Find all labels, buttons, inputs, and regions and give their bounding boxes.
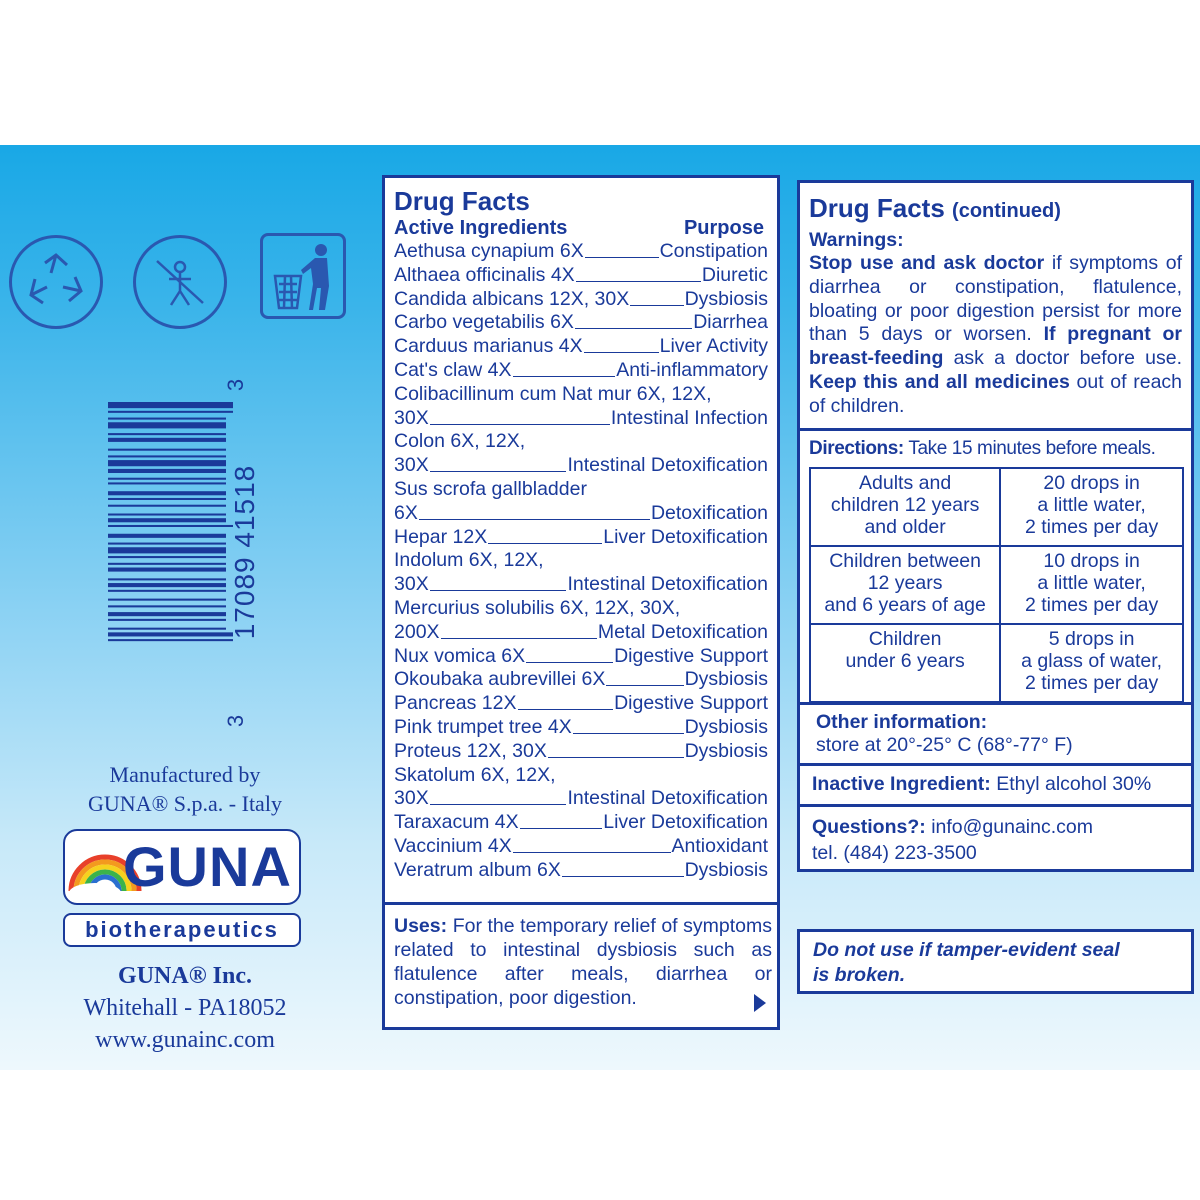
barcode-bar xyxy=(108,628,226,630)
barcode-bar xyxy=(108,547,226,553)
ingredient-name: Cat's claw 4X xyxy=(394,358,512,381)
uses-divider xyxy=(385,902,777,905)
barcode-bar xyxy=(108,578,226,580)
ingredients-list xyxy=(394,240,768,883)
directions-dose-cell xyxy=(1000,468,1183,546)
directions-cell-line: a glass of water, xyxy=(1021,650,1163,672)
barcode-bar xyxy=(108,433,226,435)
company-name: GUNA® Inc. xyxy=(118,963,252,989)
ingredient-purpose: Anti-inflammatory xyxy=(616,358,768,381)
directions-cell-line: Children between xyxy=(829,550,981,572)
manufacturer-origin: GUNA® S.p.a. - Italy xyxy=(88,791,282,816)
leader-line xyxy=(520,811,603,829)
continued-title-main: Drug Facts xyxy=(809,193,945,223)
ingredient-name: 200X xyxy=(394,620,440,643)
ingredient-name-line: Indolum 6X, 12X, xyxy=(394,549,544,572)
ingredient-name: Carduus marianus 4X xyxy=(394,335,583,358)
ingredient-row xyxy=(394,526,768,550)
ingredient-purpose: Diarrhea xyxy=(693,311,768,334)
ingredient-name: Pancreas 12X xyxy=(394,692,517,715)
purpose-header: Purpose xyxy=(683,217,764,239)
directions-row xyxy=(810,624,1183,702)
ingredient-row xyxy=(394,668,768,692)
ingredient-purpose: Antioxidant xyxy=(671,834,768,857)
ingredient-name: 30X xyxy=(394,406,429,429)
directions-cell-line: Children xyxy=(868,628,942,650)
ingredient-purpose: Metal Detoxification xyxy=(597,620,768,643)
warnings-text xyxy=(809,252,1182,419)
seal-warning-text xyxy=(813,938,1120,988)
barcode-bar xyxy=(108,556,226,558)
ingredient-purpose: Digestive Support xyxy=(614,644,768,667)
ingredient-name: Aethusa cynapium 6X xyxy=(394,240,584,262)
barcode-bar xyxy=(108,478,226,480)
ingredient-name-line: Mercurius solubilis 6X, 12X, 30X, xyxy=(394,596,681,619)
company-website[interactable]: www.gunainc.com xyxy=(95,1027,275,1053)
inactive-label: Inactive Ingredient: xyxy=(812,773,991,795)
manufacturer-info xyxy=(60,760,310,818)
barcode-bar xyxy=(108,505,226,507)
barcode-bar xyxy=(108,639,233,641)
other-divider xyxy=(800,702,1191,705)
barcode-bar xyxy=(108,411,233,413)
leader-line xyxy=(573,716,684,734)
ingredient-row xyxy=(394,573,768,597)
ingredient-purpose: Liver Activity xyxy=(659,335,768,358)
leader-line xyxy=(562,859,684,877)
ingredient-name-line: Colibacillinum cum Nat mur 6X, 12X, xyxy=(394,382,712,405)
barcode-bar xyxy=(108,422,226,428)
ingredient-row xyxy=(394,264,768,288)
ingredient-name: Pink trumpet tree 4X xyxy=(394,715,572,738)
barcode-bar xyxy=(108,543,226,545)
barcode-top-digit: 3 xyxy=(223,378,249,392)
barcode-bar xyxy=(108,612,226,616)
ingredient-name: 6X xyxy=(394,501,418,524)
manufactured-by: Manufactured by xyxy=(109,762,261,787)
leader-line xyxy=(441,621,597,639)
guna-logo xyxy=(63,829,301,905)
ingredient-row xyxy=(394,692,768,716)
barcode xyxy=(108,402,233,698)
barcode-bar xyxy=(108,583,226,587)
seal-line-1: Do not use if tamper-evident seal xyxy=(813,939,1120,961)
drug-facts-title: Drug Facts xyxy=(394,186,530,216)
ingredient-row xyxy=(394,240,768,264)
barcode-bar xyxy=(108,460,226,466)
barcode-bar xyxy=(108,455,226,457)
ingredient-name-line: Skatolum 6X, 12X, xyxy=(394,763,556,786)
drug-facts-panel xyxy=(382,175,780,1030)
ingredient-purpose: Intestinal Detoxification xyxy=(567,454,768,477)
ingredient-row xyxy=(394,502,768,526)
directions-cell-line: 10 drops in xyxy=(1043,550,1140,572)
ingredient-row xyxy=(394,811,768,835)
barcode-bar xyxy=(108,449,226,451)
ingredient-purpose: Constipation xyxy=(659,240,768,262)
ingredient-name: 30X xyxy=(394,573,429,596)
ingredient-row xyxy=(394,311,768,335)
ingredient-name-line: Colon 6X, 12X, xyxy=(394,430,526,453)
directions-cell-line: and older xyxy=(864,516,946,538)
directions-text: Take 15 minutes before meals. xyxy=(908,438,1156,459)
directions-row xyxy=(810,468,1183,546)
ingredient-purpose: Digestive Support xyxy=(614,692,768,715)
directions-cell-line: 5 drops in xyxy=(1048,628,1135,650)
questions-divider xyxy=(800,804,1191,807)
ingredient-purpose: Dysbiosis xyxy=(684,668,768,691)
barcode-bar xyxy=(108,498,226,500)
pregnant-bold: If pregnant or breast-feeding xyxy=(809,323,1182,370)
directions-divider xyxy=(800,428,1191,431)
ingredient-name: Hepar 12X xyxy=(394,525,488,548)
uses-text: For the temporary relief of symptoms related to intestinal dysbiosis such as flatulence after meals, diarrhea or constipation, poor digestion. xyxy=(394,915,772,1009)
directions-cell-line: 2 times per day xyxy=(1024,672,1159,694)
company-address xyxy=(60,960,310,1056)
ingredient-name: Nux vomica 6X xyxy=(394,644,526,667)
barcode-bar xyxy=(108,525,233,527)
barcode-bar xyxy=(108,469,226,473)
leader-line xyxy=(606,668,683,686)
directions-cell-line: a little water, xyxy=(1037,572,1146,594)
ingredient-purpose: Intestinal Detoxification xyxy=(567,787,768,810)
ingredient-name: 30X xyxy=(394,454,429,477)
barcode-bar xyxy=(108,402,233,408)
ingredient-purpose: Diuretic xyxy=(701,263,768,286)
logo-tagline: biotherapeutics xyxy=(85,917,279,942)
directions-age-cell xyxy=(810,468,1000,546)
logo-tagline-box xyxy=(63,913,301,947)
barcode-bar xyxy=(108,514,226,516)
ingredient-purpose: Dysbiosis xyxy=(684,287,768,310)
leader-line xyxy=(575,311,692,329)
ingredient-row xyxy=(394,859,768,883)
seal-warning-box xyxy=(797,929,1194,994)
directions-age-cell xyxy=(810,546,1000,624)
questions-section xyxy=(812,814,1093,866)
directions-label: Directions: xyxy=(809,438,904,459)
continued-title-suffix: (continued) xyxy=(952,200,1061,222)
inactive-section xyxy=(812,772,1151,796)
leader-line xyxy=(430,407,610,425)
ingredient-row xyxy=(394,740,768,764)
directions-dose-cell xyxy=(1000,546,1183,624)
ingredient-purpose: Liver Detoxification xyxy=(603,525,768,548)
leader-line xyxy=(526,645,613,663)
warnings-label: Warnings: xyxy=(809,229,904,251)
ingredient-name: Althaea officinalis 4X xyxy=(394,263,575,286)
directions-dose-cell xyxy=(1000,624,1183,702)
leader-line xyxy=(430,454,567,472)
ingredient-name: Veratrum album 6X xyxy=(394,858,561,881)
ingredient-name: Okoubaka aubrevillei 6X xyxy=(394,668,606,691)
directions-cell-line: and 6 years of age xyxy=(824,594,986,616)
ingredient-purpose: Dysbiosis xyxy=(684,739,768,762)
leader-line xyxy=(576,264,701,282)
directions-cell-line: children 12 years xyxy=(830,494,980,516)
leader-line xyxy=(584,335,659,353)
barcode-bar xyxy=(108,518,226,522)
directions-cell-line: under 6 years xyxy=(845,650,965,672)
questions-email[interactable]: info@gunainc.com xyxy=(931,816,1093,838)
trash-bin-icon xyxy=(260,233,346,319)
other-info-text: store at 20°-25° C (68°-77° F) xyxy=(816,734,1073,756)
barcode-bar xyxy=(108,632,233,636)
leader-line xyxy=(630,288,683,306)
barcode-bar xyxy=(108,418,226,420)
ingredient-purpose: Intestinal Detoxification xyxy=(567,573,768,596)
inactive-text: Ethyl alcohol 30% xyxy=(996,773,1152,795)
barcode-bar xyxy=(108,605,226,607)
ingredient-name-line: Sus scrofa gallbladder xyxy=(394,477,587,500)
ingredient-row xyxy=(394,288,768,312)
ingredient-name: 30X xyxy=(394,787,429,810)
barcode-bar xyxy=(108,534,226,538)
inactive-divider xyxy=(800,763,1191,766)
directions-age-cell xyxy=(810,624,1000,702)
continued-title xyxy=(809,191,1182,228)
ingredient-row xyxy=(394,645,768,669)
barcode-bottom-digit: 3 xyxy=(223,714,249,728)
ingredient-name: Carbo vegetabilis 6X xyxy=(394,311,574,334)
directions-cell-line: 12 years xyxy=(867,572,943,594)
ingredients-header xyxy=(394,216,768,240)
leader-line xyxy=(488,526,602,544)
pregnant-text: ask a doctor before use. xyxy=(953,347,1182,370)
do-not-litter-icon xyxy=(133,235,227,329)
leader-line xyxy=(513,835,671,853)
ingredient-row xyxy=(394,787,768,811)
directions-line xyxy=(809,437,1189,461)
ingredient-row xyxy=(394,716,768,740)
questions-phone: tel. (484) 223-3500 xyxy=(812,842,977,864)
uses-section xyxy=(394,914,772,1010)
ingredient-row xyxy=(394,359,768,383)
drug-facts-continued-panel xyxy=(797,180,1194,872)
directions-table xyxy=(809,467,1184,703)
directions-cell-line: 2 times per day xyxy=(1024,516,1159,538)
ingredient-name: Taraxacum 4X xyxy=(394,811,519,834)
ingredient-name: Vaccinium 4X xyxy=(394,834,512,857)
questions-label: Questions?: xyxy=(812,816,926,838)
directions-cell-line: 2 times per day xyxy=(1024,594,1159,616)
company-city: Whitehall - PA18052 xyxy=(83,995,287,1021)
logo-text: GUNA xyxy=(123,835,292,898)
ingredient-name: Candida albicans 12X, 30X xyxy=(394,287,630,310)
ingredient-name: Proteus 12X, 30X xyxy=(394,739,547,762)
stop-use-text: if symptoms of diarrhea or constipation, flatulence, bloating or poor digestion persist for more than 5 days or worsen. xyxy=(809,252,1182,346)
active-ingredients-header: Active Ingredients xyxy=(394,217,568,239)
keep-text: out of reach of children. xyxy=(809,370,1183,417)
stop-use-bold: Stop use and ask doctor xyxy=(809,252,1045,274)
directions-row xyxy=(810,546,1183,624)
ingredient-row xyxy=(394,454,768,478)
leader-line xyxy=(419,502,650,520)
ingredient-row xyxy=(394,407,768,431)
continue-arrow-icon xyxy=(753,993,767,1013)
leader-line xyxy=(430,787,567,805)
ingredient-purpose: Dysbiosis xyxy=(684,715,768,738)
barcode-bar xyxy=(108,438,226,442)
ingredient-row xyxy=(394,335,768,359)
barcode-middle-digits: 17089 41518 xyxy=(229,464,260,640)
directions-table-wrap xyxy=(809,467,1184,703)
leader-line xyxy=(518,692,614,710)
leader-line xyxy=(513,359,616,377)
leader-line xyxy=(548,740,684,758)
barcode-digits xyxy=(223,370,260,730)
ingredient-purpose: Liver Detoxification xyxy=(603,811,768,834)
barcode-bar xyxy=(108,482,226,484)
barcode-bar xyxy=(108,590,226,592)
other-info-label: Other information: xyxy=(816,711,988,733)
ingredient-purpose: Dysbiosis xyxy=(684,858,768,881)
leader-line xyxy=(585,240,659,258)
keep-bold: Keep this and all medicines xyxy=(809,370,1070,393)
barcode-bar xyxy=(108,599,226,601)
ingredient-row xyxy=(394,621,768,645)
recycle-icon xyxy=(9,235,103,329)
ingredient-purpose: Detoxification xyxy=(650,501,768,524)
barcode-bar xyxy=(108,563,226,565)
barcode-bar xyxy=(108,568,226,572)
seal-line-2: is broken. xyxy=(813,964,906,986)
directions-cell-line: Adults and xyxy=(859,472,952,494)
directions-cell-line: 20 drops in xyxy=(1043,472,1140,494)
barcode-bar xyxy=(108,491,226,495)
uses-label: Uses: xyxy=(394,915,448,937)
directions-cell-line: a little water, xyxy=(1037,494,1146,516)
ingredient-row xyxy=(394,835,768,859)
other-info-section xyxy=(816,711,1073,757)
leader-line xyxy=(430,573,567,591)
barcode-bar xyxy=(108,619,226,621)
ingredient-purpose: Intestinal Infection xyxy=(610,406,768,429)
